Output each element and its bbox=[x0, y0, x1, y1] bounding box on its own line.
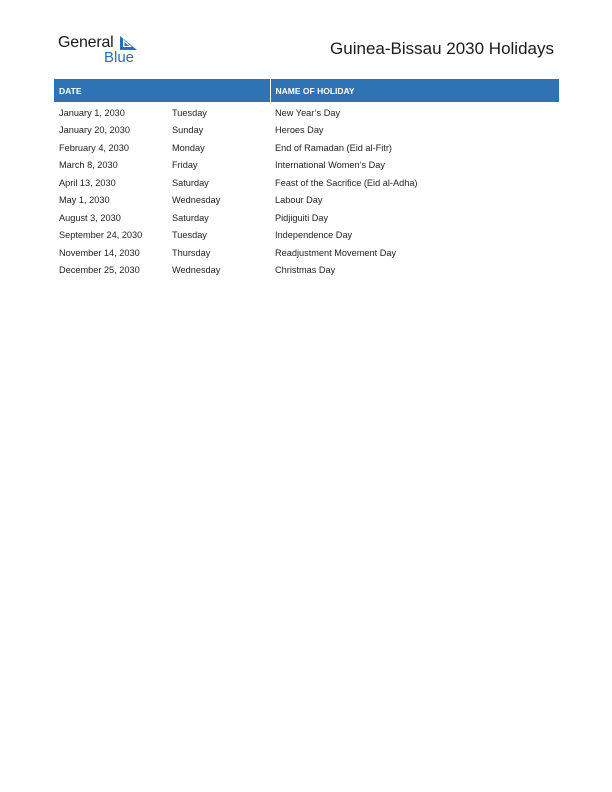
holiday-weekday: Tuesday bbox=[172, 107, 207, 118]
blue-triangle-flag-icon bbox=[120, 36, 138, 50]
holiday-weekday: Saturday bbox=[172, 177, 209, 188]
holiday-name: Pidjiguiti Day bbox=[275, 212, 329, 223]
table-row bbox=[54, 244, 559, 262]
column-header-holiday: NAME OF HOLIDAY bbox=[270, 79, 559, 102]
table-row bbox=[54, 174, 559, 192]
table-row bbox=[54, 209, 559, 227]
holiday-name: Feast of the Sacrifice (Eid al-Adha) bbox=[275, 177, 418, 188]
holiday-date: September 24, 2030 bbox=[59, 230, 143, 241]
holiday-date: January 20, 2030 bbox=[59, 125, 131, 136]
table-row bbox=[54, 192, 559, 210]
holiday-name: Independence Day bbox=[275, 230, 353, 241]
holiday-weekday: Saturday bbox=[172, 212, 209, 223]
table-row bbox=[54, 139, 559, 157]
column-header-date: DATE bbox=[54, 79, 270, 102]
holiday-weekday: Tuesday bbox=[172, 230, 207, 241]
holiday-weekday: Thursday bbox=[172, 247, 211, 258]
holiday-name: Heroes Day bbox=[275, 125, 324, 136]
holiday-weekday: Monday bbox=[172, 142, 205, 153]
holiday-date: May 1, 2030 bbox=[59, 195, 110, 206]
holiday-date: November 14, 2030 bbox=[59, 247, 140, 258]
holiday-weekday: Wednesday bbox=[172, 265, 221, 276]
holiday-date: February 4, 2030 bbox=[59, 142, 129, 153]
holiday-weekday: Wednesday bbox=[172, 195, 221, 206]
table-row bbox=[54, 122, 559, 140]
table-header-row bbox=[54, 79, 559, 102]
table-row bbox=[54, 102, 559, 122]
holiday-name: International Women’s Day bbox=[275, 160, 385, 171]
holiday-date: December 25, 2030 bbox=[59, 265, 140, 276]
logo-text-blue: Blue bbox=[104, 49, 135, 66]
table-body bbox=[54, 102, 559, 279]
holiday-date: January 1, 2030 bbox=[59, 107, 125, 118]
page-title: Guinea-Bissau 2030 Holidays bbox=[330, 39, 554, 58]
holiday-date: August 3, 2030 bbox=[59, 212, 121, 223]
holiday-name: End of Ramadan (Eid al-Fitr) bbox=[275, 142, 392, 153]
holiday-name: Readjustment Movement Day bbox=[275, 247, 397, 258]
holiday-weekday: Sunday bbox=[172, 125, 204, 136]
holiday-name: Labour Day bbox=[275, 195, 323, 206]
holiday-date: April 13, 2030 bbox=[59, 177, 116, 188]
holiday-date: March 8, 2030 bbox=[59, 160, 118, 171]
holiday-name: Christmas Day bbox=[275, 265, 336, 276]
table-row bbox=[54, 262, 559, 280]
holiday-table bbox=[54, 79, 559, 279]
table-row bbox=[54, 157, 559, 175]
logo-text-general: General bbox=[58, 34, 114, 51]
table-row bbox=[54, 227, 559, 245]
generalblue-logo bbox=[58, 34, 148, 68]
holiday-weekday: Friday bbox=[172, 160, 198, 171]
holiday-name: New Year’s Day bbox=[275, 107, 341, 118]
